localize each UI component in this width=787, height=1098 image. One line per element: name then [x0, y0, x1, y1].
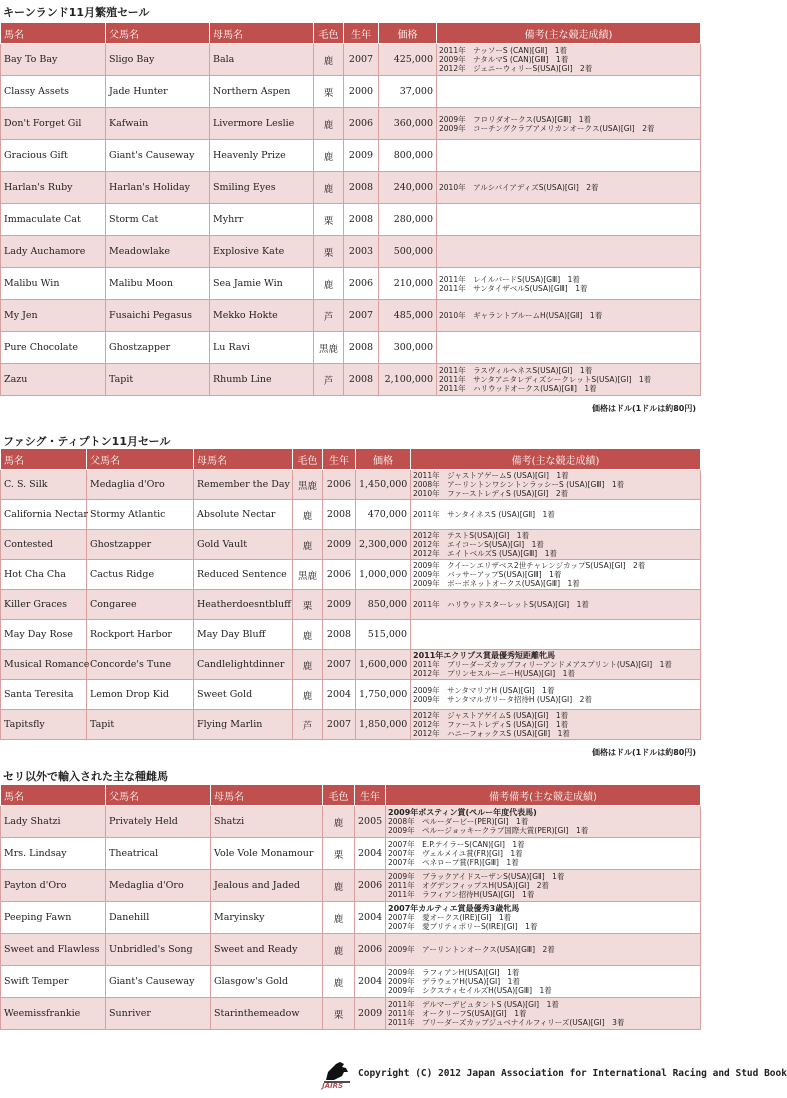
remark-line: 2009年 ペルージョッキークラブ国際大賞(PER)[GⅠ] 1着 — [388, 826, 589, 835]
table-row — [1, 650, 701, 680]
birth-year-cell: 2008 — [323, 500, 356, 530]
column-header: 価格 — [379, 23, 437, 44]
table-row — [1, 680, 701, 710]
remark-line: 2012年 ハニーフォックスS (USA)[GⅡ] 1着 — [413, 729, 570, 738]
horse-name-cell: California Nectar — [1, 500, 87, 530]
award-line: 2011年エクリプス賞最優秀短距離牝馬 — [413, 651, 555, 660]
dam-cell: Heavenly Prize — [210, 140, 314, 172]
table-row — [1, 470, 701, 500]
coat-color-cell: 鹿 — [323, 806, 355, 838]
dam-cell: Heatherdoesntbluff — [194, 590, 293, 620]
remarks-cell — [411, 620, 701, 650]
horse-name-cell: Santa Teresita — [1, 680, 87, 710]
coat-color-cell: 栗 — [323, 838, 355, 870]
remark-line: 2009年 シクスティセイルズH(USA)[GⅢ] 1着 — [388, 986, 552, 995]
birth-year-cell: 2006 — [355, 934, 386, 966]
horse-name-cell: Peeping Fawn — [1, 902, 106, 934]
dam-cell: Gold Vault — [194, 530, 293, 560]
coat-color-cell: 鹿 — [293, 500, 323, 530]
table-row — [1, 76, 701, 108]
remarks-cell — [411, 650, 701, 680]
sire-cell: Tapit — [106, 364, 210, 396]
dam-cell: Livermore Leslie — [210, 108, 314, 140]
table-row — [1, 966, 701, 998]
remark-line: 2012年 テストS(USA)[GⅠ] 1着 — [413, 531, 530, 540]
sire-cell: Giant's Causeway — [106, 966, 211, 998]
dam-cell: Northern Aspen — [210, 76, 314, 108]
horse-name-cell: Swift Temper — [1, 966, 106, 998]
sire-cell: Congaree — [87, 590, 194, 620]
sire-cell: Danehill — [106, 902, 211, 934]
dam-cell: Sea Jamie Win — [210, 268, 314, 300]
remarks-cell — [411, 680, 701, 710]
dam-cell: Absolute Nectar — [194, 500, 293, 530]
remarks-cell — [386, 934, 701, 966]
sire-cell: Ghostzapper — [87, 530, 194, 560]
price-cell: 37,000 — [379, 76, 437, 108]
jairs-logo-text: JAIRS — [322, 1082, 344, 1090]
award-line: 2007年カルティエ賞最優秀3歳牝馬 — [388, 904, 520, 913]
horse-name-cell: Immaculate Cat — [1, 204, 106, 236]
remark-line: 2009年 サンタマルガリータ招待H (USA)[GⅠ] 2着 — [413, 694, 592, 704]
coat-color-cell: 黒鹿 — [293, 560, 323, 590]
remark-line: 2011年 ナッソーS (CAN)[GⅡ] 1着 — [439, 46, 568, 55]
remarks-cell — [437, 44, 701, 76]
sire-cell: Sunriver — [106, 998, 211, 1030]
imported-table — [0, 784, 701, 1030]
remark-line: 2011年 デルマーデビュタントS (USA)[GⅠ] 1着 — [388, 1000, 559, 1009]
table-row — [1, 998, 701, 1030]
coat-color-cell: 鹿 — [293, 650, 323, 680]
coat-color-cell: 芦 — [314, 300, 344, 332]
column-header: 生年 — [344, 23, 379, 44]
horse-name-cell: Classy Assets — [1, 76, 106, 108]
dam-cell: Sweet and Ready — [211, 934, 323, 966]
remark-line: 2011年 ジャストアゲームS (USA)[GⅠ] 1着 — [413, 471, 569, 480]
horse-name-cell: Lady Auchamore — [1, 236, 106, 268]
remarks-cell — [437, 268, 701, 300]
price-cell: 1,750,000 — [356, 680, 411, 710]
sire-cell: Concorde's Tune — [87, 650, 194, 680]
price-note: 価格はドル(1ドルは約80円) — [591, 404, 696, 413]
coat-color-cell: 鹿 — [293, 680, 323, 710]
column-header: 馬名 — [1, 23, 106, 44]
remarks-cell — [437, 172, 701, 204]
copyright-text: Copyright (C) 2012 Japan Association for International Racing and Stud Book — [358, 1068, 787, 1079]
sire-cell: Storm Cat — [106, 204, 210, 236]
table-row — [1, 332, 701, 364]
sire-cell: Privately Held — [106, 806, 211, 838]
birth-year-cell: 2004 — [355, 902, 386, 934]
horse-name-cell: Harlan's Ruby — [1, 172, 106, 204]
sire-cell: Fusaichi Pegasus — [106, 300, 210, 332]
table-row — [1, 838, 701, 870]
column-header: 備考備考(主な競走成績) — [386, 785, 701, 806]
horse-name-cell: Payton d'Oro — [1, 870, 106, 902]
price-cell: 500,000 — [379, 236, 437, 268]
remark-line: 2012年 エイトベルズS (USA)[GⅢ] 1着 — [413, 549, 557, 558]
remarks-cell — [411, 590, 701, 620]
coat-color-cell: 鹿 — [293, 620, 323, 650]
price-cell: 2,100,000 — [379, 364, 437, 396]
coat-color-cell: 鹿 — [323, 870, 355, 902]
coat-color-cell: 鹿 — [323, 902, 355, 934]
horse-name-cell: Don't Forget Gil — [1, 108, 106, 140]
coat-color-cell: 栗 — [323, 998, 355, 1030]
remarks-cell — [437, 364, 701, 396]
birth-year-cell: 2000 — [344, 76, 379, 108]
dam-cell: Glasgow's Gold — [211, 966, 323, 998]
sire-cell: Medaglia d'Oro — [87, 470, 194, 500]
birth-year-cell: 2006 — [355, 870, 386, 902]
horse-name-cell: Malibu Win — [1, 268, 106, 300]
remarks-cell — [437, 300, 701, 332]
sire-cell: Sligo Bay — [106, 44, 210, 76]
remark-line: 2011年 ハリウッドスターレットS(USA)[GⅠ] 1着 — [413, 600, 589, 609]
remarks-cell — [386, 902, 701, 934]
birth-year-cell: 2008 — [344, 332, 379, 364]
remark-line: 2007年 ヴェルメイユ賞(FR)[GⅠ] 1着 — [388, 849, 523, 858]
coat-color-cell: 栗 — [293, 590, 323, 620]
column-header: 備考(主な競走成績) — [437, 23, 701, 44]
remark-line: 2012年 ファーストレディS (USA)[GⅠ] 1着 — [413, 720, 569, 729]
birth-year-cell: 2007 — [344, 300, 379, 332]
footer-copyright — [320, 1058, 787, 1094]
remark-line: 2011年 ハリウッドオークス(USA)[GⅡ] 1着 — [439, 384, 597, 393]
dam-cell: Candlelightdinner — [194, 650, 293, 680]
sire-cell: Giant's Causeway — [106, 140, 210, 172]
dam-cell: Jealous and Jaded — [211, 870, 323, 902]
remarks-cell — [437, 140, 701, 172]
remarks-cell — [437, 204, 701, 236]
birth-year-cell: 2009 — [323, 590, 356, 620]
price-cell: 1,450,000 — [356, 470, 411, 500]
remarks-cell — [386, 998, 701, 1030]
coat-color-cell: 鹿 — [293, 530, 323, 560]
remark-line: 2009年 クイーンエリザベス2世チャレンジカップS(USA)[GⅠ] 2着 — [413, 561, 646, 570]
remarks-cell — [411, 710, 701, 740]
dam-cell: Sweet Gold — [194, 680, 293, 710]
column-header: 母馬名 — [211, 785, 323, 806]
sire-cell: Stormy Atlantic — [87, 500, 194, 530]
dam-cell: Flying Marlin — [194, 710, 293, 740]
birth-year-cell: 2005 — [355, 806, 386, 838]
table-row — [1, 620, 701, 650]
sire-cell: Medaglia d'Oro — [106, 870, 211, 902]
remark-line: 2011年 サンタイザベルS(USA)[GⅢ] 1着 — [439, 283, 588, 293]
remark-line: 2011年 レイルバードS(USA)[GⅢ] 1着 — [439, 274, 580, 284]
table-row — [1, 934, 701, 966]
remark-line: 2009年 ナタルマS (CAN)[GⅢ] 1着 — [439, 55, 569, 64]
price-cell: 300,000 — [379, 332, 437, 364]
table-row — [1, 364, 701, 396]
sire-cell: Tapit — [87, 710, 194, 740]
remarks-cell — [386, 966, 701, 998]
sire-cell: Jade Hunter — [106, 76, 210, 108]
sire-cell: Harlan's Holiday — [106, 172, 210, 204]
birth-year-cell: 2009 — [344, 140, 379, 172]
birth-year-cell: 2006 — [344, 108, 379, 140]
award-line: 2009年ボスティン賞(ペルー年度代表馬) — [388, 808, 537, 817]
remark-line: 2009年 ラフィアンH(USA)[GⅠ] 1着 — [388, 968, 520, 977]
birth-year-cell: 2008 — [344, 172, 379, 204]
horse-name-cell: C. S. Silk — [1, 470, 87, 500]
birth-year-cell: 2008 — [344, 204, 379, 236]
remark-line: 2008年 ペルーダービー(PER)[GⅠ] 1着 — [388, 817, 529, 826]
dam-cell: Lu Ravi — [210, 332, 314, 364]
column-header: 母馬名 — [210, 23, 314, 44]
remark-line: 2011年 ラフィアン招待H(USA)[GⅠ] 1着 — [388, 890, 535, 899]
remark-line: 2007年 ペネロープ賞(FR)[GⅢ] 1着 — [388, 858, 519, 867]
column-header: 母馬名 — [194, 449, 293, 470]
dam-cell: Remember the Day — [194, 470, 293, 500]
table-row — [1, 500, 701, 530]
birth-year-cell: 2009 — [323, 530, 356, 560]
table-row — [1, 172, 701, 204]
remark-line: 2011年 サンタイネスS (USA)[GⅡ] 1着 — [413, 510, 555, 519]
horse-name-cell: Weemissfrankie — [1, 998, 106, 1030]
coat-color-cell: 鹿 — [323, 966, 355, 998]
remarks-cell — [437, 76, 701, 108]
price-note: 価格はドル(1ドルは約80円) — [591, 748, 696, 757]
coat-color-cell: 芦 — [293, 710, 323, 740]
birth-year-cell: 2006 — [344, 268, 379, 300]
column-header: 父馬名 — [106, 785, 211, 806]
dam-cell: Explosive Kate — [210, 236, 314, 268]
column-header: 毛色 — [293, 449, 323, 470]
table-header — [1, 785, 701, 806]
coat-color-cell: 黒鹿 — [293, 470, 323, 500]
dam-cell: Bala — [210, 44, 314, 76]
column-header: 価格 — [356, 449, 411, 470]
remarks-cell — [386, 870, 701, 902]
table-row — [1, 204, 701, 236]
birth-year-cell: 2006 — [323, 470, 356, 500]
remark-line: 2012年 エイコーンS(USA)[GⅠ] 1着 — [413, 540, 544, 549]
birth-year-cell: 2004 — [355, 966, 386, 998]
coat-color-cell: 黒鹿 — [314, 332, 344, 364]
coat-color-cell: 鹿 — [314, 44, 344, 76]
horse-name-cell: Pure Chocolate — [1, 332, 106, 364]
price-cell: 1,000,000 — [356, 560, 411, 590]
dam-cell: May Day Bluff — [194, 620, 293, 650]
horse-name-cell: Hot Cha Cha — [1, 560, 87, 590]
horse-name-cell: Sweet and Flawless — [1, 934, 106, 966]
sire-cell: Malibu Moon — [106, 268, 210, 300]
coat-color-cell: 芦 — [314, 364, 344, 396]
birth-year-cell: 2008 — [323, 620, 356, 650]
horse-name-cell: Mrs. Lindsay — [1, 838, 106, 870]
sire-cell: Rockport Harbor — [87, 620, 194, 650]
table-row — [1, 268, 701, 300]
remark-line: 2009年 ボーボネットオークス(USA)[GⅢ] 1着 — [413, 579, 580, 588]
column-header: 毛色 — [314, 23, 344, 44]
birth-year-cell: 2003 — [344, 236, 379, 268]
dam-cell: Vole Vole Monamour — [211, 838, 323, 870]
remark-line: 2011年 ブリーダーズカップジュベナイルフィリーズ(USA)[GⅠ] 3着 — [388, 1018, 625, 1027]
dam-cell: Reduced Sentence — [194, 560, 293, 590]
remark-line: 2008年 アーリントンワシントンラッシーS (USA)[GⅢ] 1着 — [413, 480, 625, 489]
birth-year-cell: 2009 — [355, 998, 386, 1030]
remark-line: 2009年 デラウェアH(USA)[GⅠ] 1着 — [388, 977, 520, 986]
remarks-cell — [411, 500, 701, 530]
table-row — [1, 590, 701, 620]
dam-cell: Mekko Hokte — [210, 300, 314, 332]
column-header: 生年 — [355, 785, 386, 806]
column-header: 備考(主な競走成績) — [411, 449, 701, 470]
price-cell: 360,000 — [379, 108, 437, 140]
coat-color-cell: 栗 — [314, 76, 344, 108]
table-row — [1, 560, 701, 590]
sire-cell: Meadowlake — [106, 236, 210, 268]
coat-color-cell: 鹿 — [314, 140, 344, 172]
table-header — [1, 449, 701, 470]
column-header: 父馬名 — [106, 23, 210, 44]
dam-cell: Starinthemeadow — [211, 998, 323, 1030]
remark-line: 2012年 ジェニーウィリーS(USA)[GⅠ] 2着 — [439, 64, 593, 73]
remark-line: 2012年 ジャストアゲイムS (USA)[GⅠ] 1着 — [413, 711, 569, 720]
sire-cell: Cactus Ridge — [87, 560, 194, 590]
price-cell: 485,000 — [379, 300, 437, 332]
birth-year-cell: 2007 — [323, 710, 356, 740]
remark-line: 2009年 コーチングクラブアメリカンオークス(USA)[GⅠ] 2着 — [439, 123, 655, 133]
column-header: 馬名 — [1, 449, 87, 470]
horse-name-cell: Contested — [1, 530, 87, 560]
dam-cell: Smiling Eyes — [210, 172, 314, 204]
dam-cell: Shatzi — [211, 806, 323, 838]
horse-name-cell: Tapitsfly — [1, 710, 87, 740]
remarks-cell — [437, 332, 701, 364]
birth-year-cell: 2004 — [323, 680, 356, 710]
table-row — [1, 300, 701, 332]
birth-year-cell: 2004 — [355, 838, 386, 870]
price-cell: 425,000 — [379, 44, 437, 76]
table-row — [1, 806, 701, 838]
fasig-title: ファシグ・ティプトン11月セール — [3, 435, 171, 448]
remark-line: 2011年 ブリーダーズカップフィリーアンドメアスプリント(USA)[GⅠ] 1着 — [413, 660, 672, 669]
sire-cell: Lemon Drop Kid — [87, 680, 194, 710]
price-cell: 1,600,000 — [356, 650, 411, 680]
remark-line: 2009年 アーリントンオークス(USA)[GⅢ] 2着 — [388, 945, 555, 954]
horse-name-cell: Musical Romance — [1, 650, 87, 680]
coat-color-cell: 栗 — [314, 236, 344, 268]
dam-cell: Maryinsky — [211, 902, 323, 934]
coat-color-cell: 鹿 — [314, 108, 344, 140]
remarks-cell — [437, 236, 701, 268]
remark-line: 2007年 愛プリティポリーS(IRE)[GⅠ] 1着 — [388, 922, 538, 931]
price-cell: 210,000 — [379, 268, 437, 300]
coat-color-cell: 鹿 — [323, 934, 355, 966]
birth-year-cell: 2007 — [323, 650, 356, 680]
price-cell: 2,300,000 — [356, 530, 411, 560]
table-row — [1, 530, 701, 560]
coat-color-cell: 栗 — [314, 204, 344, 236]
horse-name-cell: Gracious Gift — [1, 140, 106, 172]
horse-name-cell: May Day Rose — [1, 620, 87, 650]
horse-name-cell: Killer Graces — [1, 590, 87, 620]
remarks-cell — [386, 806, 701, 838]
remark-line: 2009年 ブラックアイドスーザンS(USA)[GⅡ] 1着 — [388, 872, 565, 881]
table-row — [1, 902, 701, 934]
horse-name-cell: Lady Shatzi — [1, 806, 106, 838]
column-header: 生年 — [323, 449, 356, 470]
birth-year-cell: 2007 — [344, 44, 379, 76]
remark-line: 2012年 プリンセスルーニーH(USA)[GⅠ] 1着 — [413, 669, 575, 678]
imported-title: セリ以外で輸入された主な種雌馬 — [3, 770, 168, 783]
remark-line: 2010年 アルシバイアディズS(USA)[GⅠ] 2着 — [439, 183, 599, 192]
table-row — [1, 710, 701, 740]
column-header: 毛色 — [323, 785, 355, 806]
remark-line: 2010年 ギャラントブルームH(USA)[GⅡ] 1着 — [439, 311, 603, 320]
remark-line: 2011年 ラスヴィルヘネスS(USA)[GⅠ] 1着 — [439, 366, 593, 375]
keeneland-title: キーンランド11月繁殖セール — [3, 6, 150, 19]
remark-line: 2009年 サンタマリアH (USA)[GⅠ] 1着 — [413, 685, 555, 695]
dam-cell: Myhrr — [210, 204, 314, 236]
horse-name-cell: Bay To Bay — [1, 44, 106, 76]
remarks-cell — [411, 470, 701, 500]
remarks-cell — [386, 838, 701, 870]
remarks-cell — [437, 108, 701, 140]
table-row — [1, 44, 701, 76]
remark-line: 2009年 バッサーアップS(USA)[GⅢ] 1着 — [413, 570, 562, 579]
remark-line: 2007年 E.P.テイラーS(CAN)[GⅠ] 1着 — [388, 840, 525, 849]
sire-cell: Kafwain — [106, 108, 210, 140]
dam-cell: Rhumb Line — [210, 364, 314, 396]
table-row — [1, 108, 701, 140]
price-cell: 1,850,000 — [356, 710, 411, 740]
table-row — [1, 140, 701, 172]
column-header: 父馬名 — [87, 449, 194, 470]
birth-year-cell: 2008 — [344, 364, 379, 396]
price-cell: 470,000 — [356, 500, 411, 530]
coat-color-cell: 鹿 — [314, 268, 344, 300]
sire-cell: Theatrical — [106, 838, 211, 870]
keeneland-table — [0, 22, 701, 396]
column-header: 馬名 — [1, 785, 106, 806]
table-row — [1, 236, 701, 268]
remarks-cell — [411, 560, 701, 590]
sire-cell: Unbridled's Song — [106, 934, 211, 966]
remark-line: 2009年 フロリダオークス(USA)[GⅢ] 1着 — [439, 114, 591, 124]
table-header — [1, 23, 701, 44]
horse-name-cell: My Jen — [1, 300, 106, 332]
remark-line: 2011年 オークリーフS(USA)[GⅠ] 1着 — [388, 1009, 527, 1018]
horse-name-cell: Zazu — [1, 364, 106, 396]
remark-line: 2011年 サンタアニタレディズシークレットS(USA)[GⅠ] 1着 — [439, 375, 652, 384]
fasig-table — [0, 448, 701, 740]
price-cell: 280,000 — [379, 204, 437, 236]
remark-line: 2007年 愛オークス(IRE)[GⅠ] 1着 — [388, 913, 512, 922]
price-cell: 515,000 — [356, 620, 411, 650]
birth-year-cell: 2006 — [323, 560, 356, 590]
price-cell: 800,000 — [379, 140, 437, 172]
coat-color-cell: 鹿 — [314, 172, 344, 204]
price-cell: 850,000 — [356, 590, 411, 620]
price-cell: 240,000 — [379, 172, 437, 204]
remarks-cell — [411, 530, 701, 560]
sire-cell: Ghostzapper — [106, 332, 210, 364]
remark-line: 2011年 オグデンフィップスH(USA)[GⅠ] 2着 — [388, 881, 550, 890]
table-row — [1, 870, 701, 902]
remark-line: 2010年 ファーストレディS (USA)[GⅠ] 2着 — [413, 489, 569, 498]
